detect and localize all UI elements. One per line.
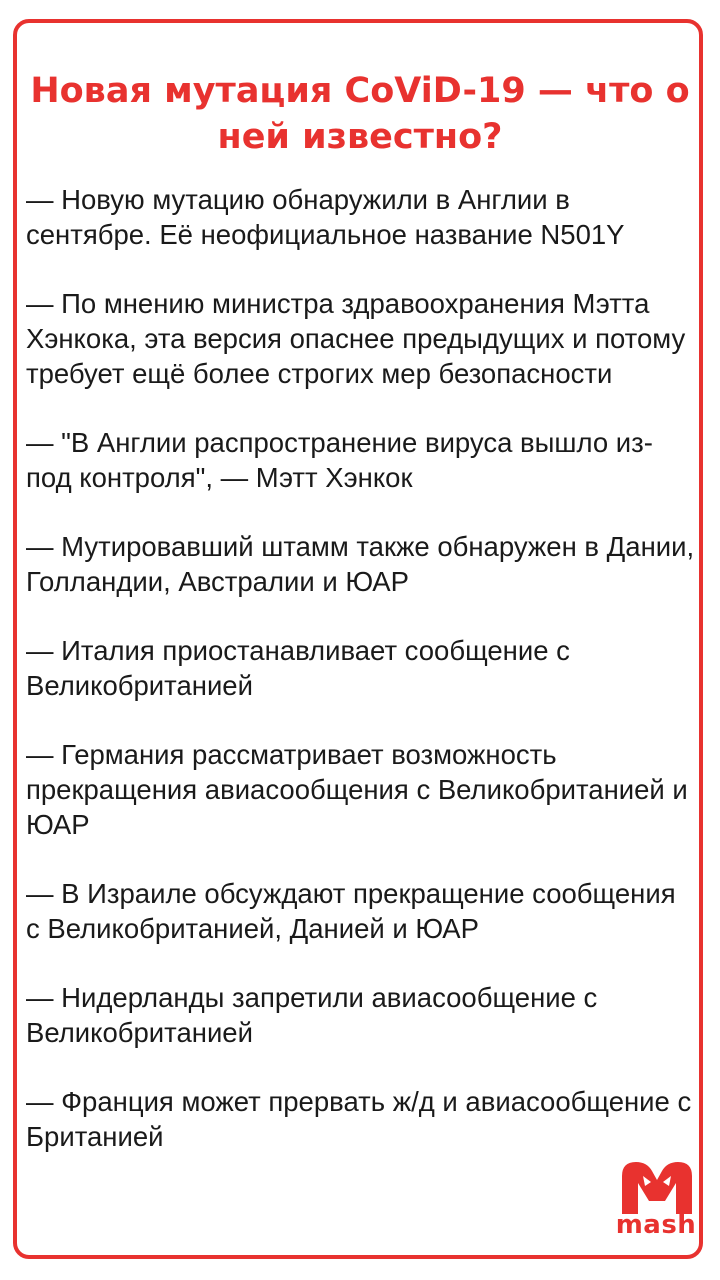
list-item: — Новую мутацию обнаружили в Англии в сентябре. Её неофициальное название N501Y (26, 184, 625, 250)
list-item: — "В Англии распространение вируса вышло из-под контроля", — Мэтт Хэнкок (26, 427, 653, 493)
list-item: — Италия приостанавливает сообщение с Великобританией (26, 635, 570, 701)
news-list (26, 182, 696, 1188)
list-item: — В Израиле обсуждают прекращение сообщения с Великобританией, Данией и ЮАР (26, 878, 676, 944)
logo-text: mash (615, 1210, 697, 1240)
list-item: — Мутировавший штамм также обнаружен в Дании, Голландии, Австралии и ЮАР (26, 531, 695, 597)
list-item: — Германия рассматривает возможность прекращения авиасообщения с Великобританией и ЮАР (26, 739, 688, 840)
list-item: — По мнению министра здравоохранения Мэтта Хэнкока, эта версия опаснее предыдущих и потому требует ещё более строгих мер безопасности (26, 288, 686, 389)
page-title: Новая мутация CoViD-19 — что о ней известно? (30, 71, 690, 157)
list-item: — Нидерланды запретили авиасообщение с Великобританией (26, 982, 598, 1048)
mash-logo (608, 1150, 704, 1250)
mash-logo-icon (614, 1156, 700, 1214)
list-item: — Франция может прервать ж/д и авиасообщение с Британией (26, 1086, 692, 1152)
